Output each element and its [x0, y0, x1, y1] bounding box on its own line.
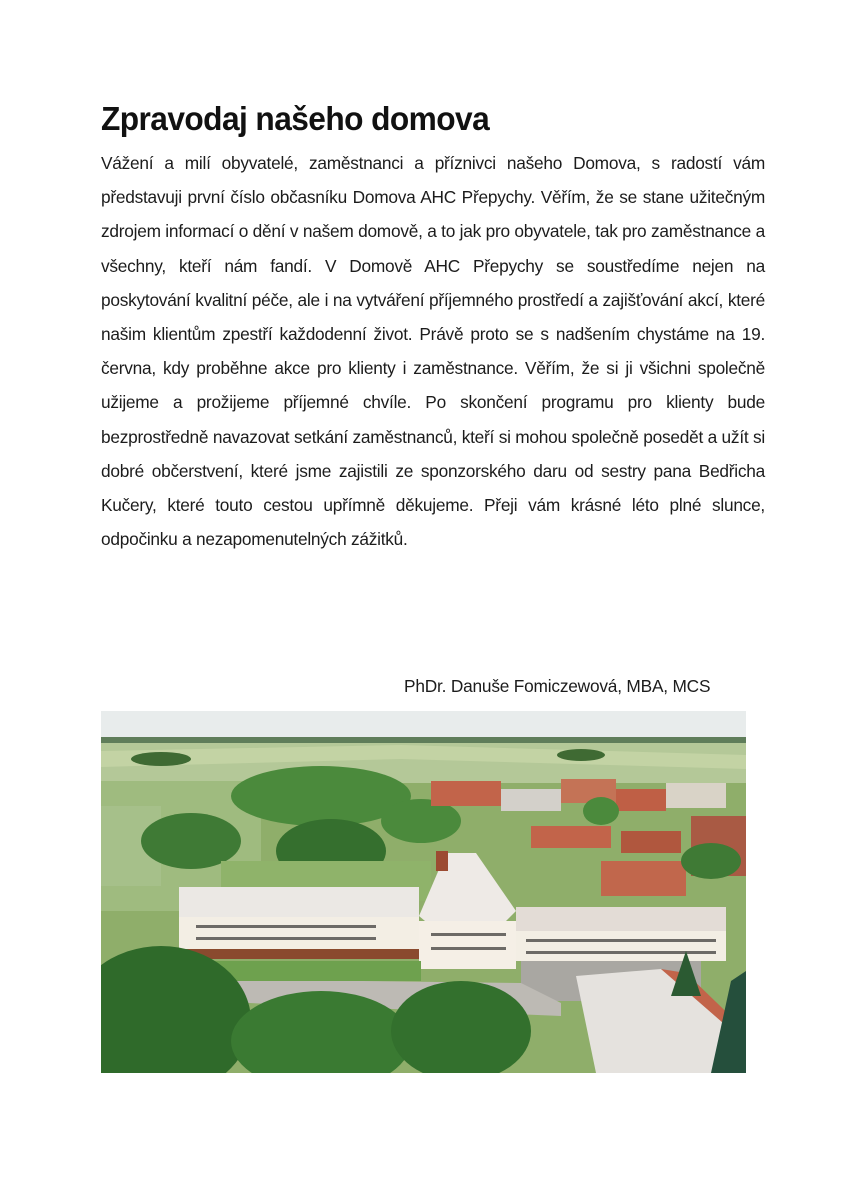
- aerial-photo-illustration: [101, 711, 746, 1073]
- roof-central-tower: [419, 853, 516, 926]
- chimney: [436, 851, 448, 871]
- plinth-left-wing: [179, 949, 419, 959]
- roof-left-wing: [179, 887, 419, 917]
- roof-right-wing: [516, 907, 726, 931]
- aerial-photo: [101, 711, 746, 1073]
- intro-paragraph: Vážení a milí obyvatelé, zaměstnanci a příznivci našeho Domova, s radostí vám představuji první číslo občasníku Domova AHC Přepychy. Věřím, že se stane užitečným zdrojem informací o dění v našem domově, a to jak pro obyvatele, tak pro zaměstnance a všechny, kteří nám fandí. V Domově AHC Přepychy se soustředíme nejen na poskytování kvalitní péče, ale i na vytváření příjemného prostředí a zajišťování akcí, které našim klientům zpestří každodenní život. Právě proto se s nadšením chystáme na 19. června, kdy proběhne akce pro klienty i zaměstnance. Věřím, že si ji všichni společně užijeme a prožijeme příjemné chvíle. Po skončení programu pro klienty bude bezprostředně navazovat setkání zaměstnanců, kteří si mohou společně posedět a užít si dobré občerstvení, které jsme zajistili ze sponzorského daru od sestry pana Bedřicha Kučery, které touto cestou upřímně děkujeme. Přeji vám krásné léto plné slunce, odpočinku a nezapomenutelných zážitků.: [101, 153, 765, 550]
- page-title: Zpravodaj našeho domova: [101, 100, 490, 137]
- tree-cluster: [557, 749, 605, 761]
- facade-right-wing: [516, 931, 726, 961]
- facade-left-wing: [179, 917, 419, 953]
- tree-cluster: [131, 752, 191, 766]
- tree-cluster: [141, 813, 241, 869]
- facade-central-tower: [419, 921, 516, 969]
- sky: [101, 711, 746, 741]
- author-signature: PhDr. Danuše Fomiczewová, MBA, MCS: [404, 676, 711, 696]
